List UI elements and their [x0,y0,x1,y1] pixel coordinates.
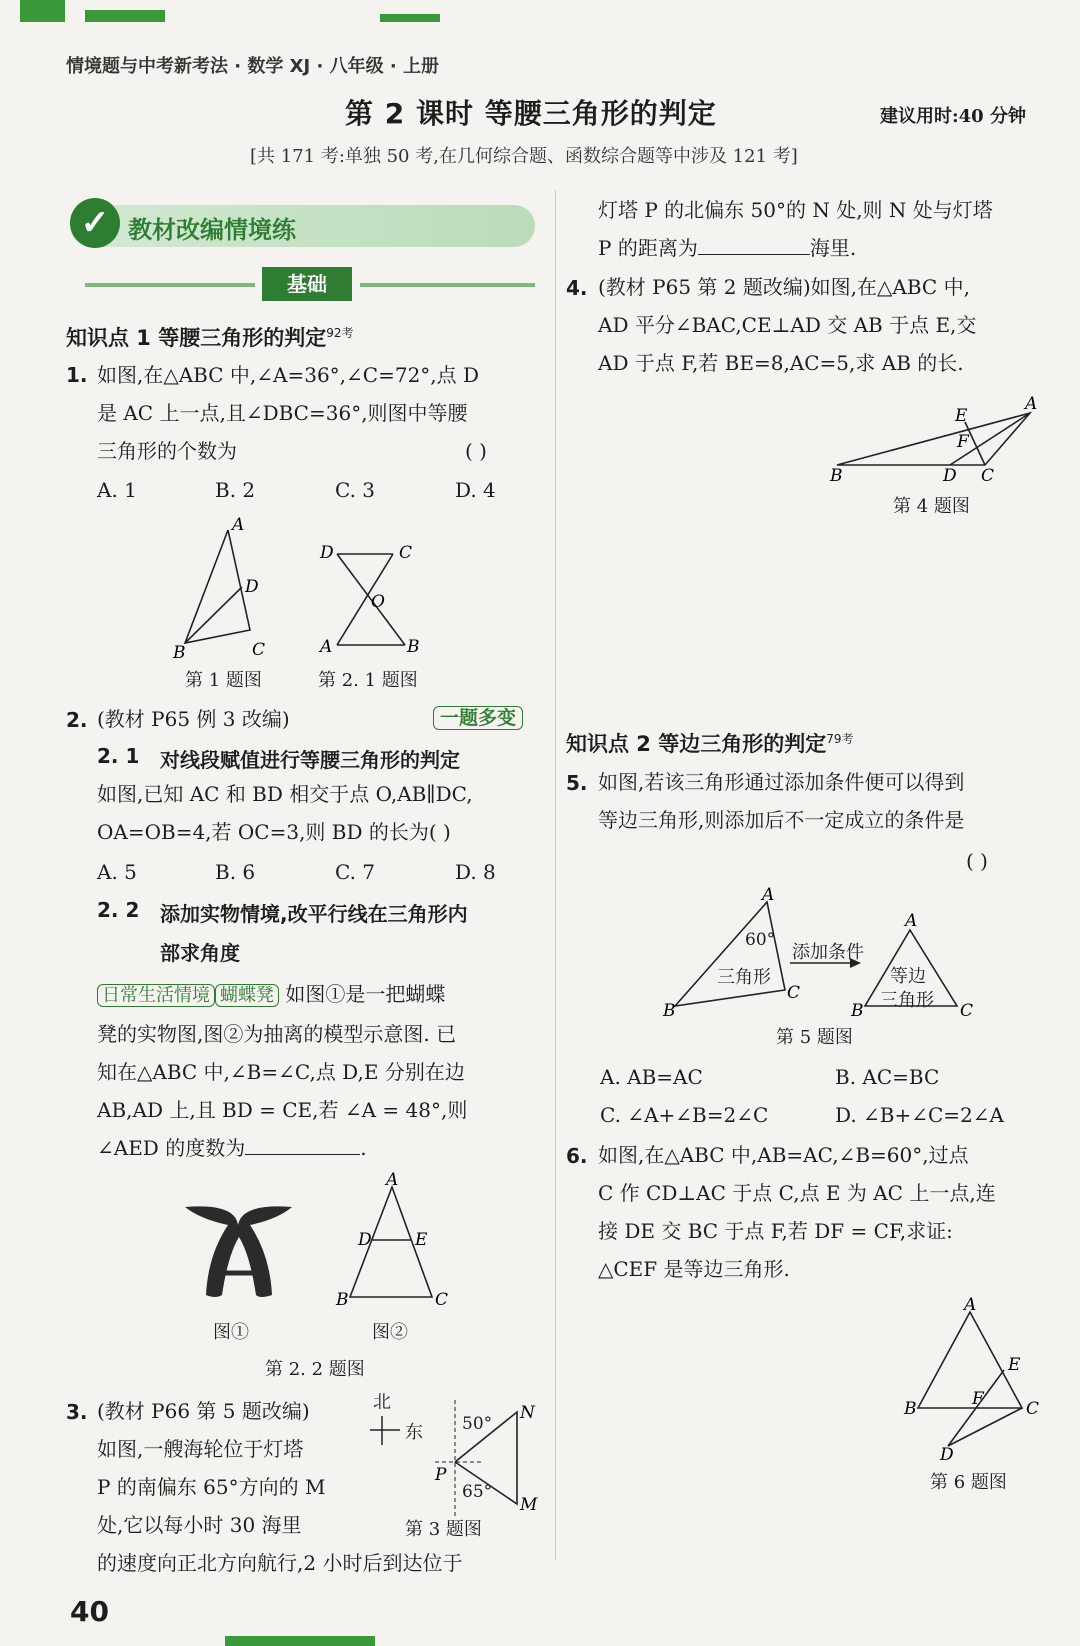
text-line: P 的南偏东 65°方向的 M [97,1475,326,1499]
text-line: ∠AED 的度数为 . [97,1136,367,1160]
text-line [97,432,547,470]
svg-text:E: E [415,1230,428,1250]
arrow-label: 添加条件 [792,942,864,963]
option-c: C. 3 [335,478,376,502]
question-number: 2. [66,708,88,732]
angle-label: 60° [745,930,776,950]
kp-label: 知识点 2 等边三角形的判定 [566,732,827,756]
text-line: 如图,若该三角形通过添加条件便可以得到 [598,770,965,794]
question-number: 4. [566,276,588,300]
option-d: D. 8 [455,860,496,884]
option-c: C. 7 [335,860,376,884]
option-b: B. 2 [215,478,256,502]
question-3-text: 的速度向正北方向航行,2 小时后到达位于 [97,1551,463,1575]
text-line: 如图,一艘海轮位于灯塔 [97,1437,304,1461]
svg-text:A: A [232,515,245,535]
figure-3-caption: 第 3 题图 [405,1519,482,1540]
option-c: C. ∠A+∠B=2∠C [600,1103,769,1127]
triangle-label: 三角形 [880,990,934,1011]
svg-text:A: A [386,1170,399,1190]
figure-1 [170,515,290,663]
svg-text:M: M [520,1495,538,1515]
figure-4-caption: 第 4 题图 [893,496,970,517]
question-3-source: (教材 P66 第 5 题改编) [97,1399,310,1423]
figure-6-caption: 第 6 题图 [930,1472,1007,1493]
svg-text:P: P [435,1465,447,1485]
svg-text:D: D [940,1445,954,1465]
text-line: 如图,在△ABC 中,AB=AC,∠B=60°,过点 [598,1143,969,1167]
context-tag: 蝴蝶凳 [215,984,279,1007]
svg-text:C: C [787,983,801,1003]
answer-paren: ( ) [465,439,487,463]
subquestion-2-2-text [97,975,547,1167]
angle-label: 65° [462,1482,493,1502]
figure-2-2 [332,1170,452,1310]
svg-text:C: C [252,640,266,660]
option-a: A. 5 [97,860,137,884]
answer-paren: ( ) [966,849,988,873]
question-4-text [598,268,1053,382]
kp-count: 79考 [826,732,854,746]
question-number: 6. [566,1144,588,1168]
text-line: 如图,已知 AC 和 BD 相交于点 O,AB∥DC, [97,782,473,806]
text-line: 是 AC 上一点,且∠DBC=36°,则图中等腰 [97,401,468,425]
svg-text:F: F [972,1389,984,1409]
svg-text:B: B [663,1001,676,1021]
text-line: △CEF 是等边三角形. [598,1257,790,1281]
svg-text:A: A [964,1295,977,1315]
top-stripe [380,14,440,22]
top-stripe [85,10,165,22]
text-line: 如图①是一把蝴蝶 [285,982,446,1006]
svg-text:D: D [320,543,334,563]
question-3-text [97,1430,367,1544]
svg-text:D: D [943,466,957,486]
svg-text:B: B [173,643,186,663]
text-line: (教材 P65 第 2 题改编)如图,在△ABC 中, [598,275,970,299]
svg-text:B: B [904,1399,917,1419]
knowledge-point-1 [66,322,354,352]
svg-text:B: B [336,1290,349,1310]
figure-5-caption: 第 5 题图 [776,1027,853,1048]
text-line: AB,AD 上,且 BD = CE,若 ∠A = 48°,则 [97,1098,468,1122]
svg-text:C: C [1026,1399,1040,1419]
subquestion-title: 对线段赋值进行等腰三角形的判定 [160,748,460,772]
question-5-text [598,763,1053,839]
text-line [97,975,547,1015]
context-tag: 日常生活情境 [97,984,215,1007]
tag-label: 一题多变 [433,706,523,730]
text-line: ∠AED 的度数为 [97,1136,246,1160]
figure-4 [825,395,1045,485]
svg-text:N: N [520,1403,535,1423]
text-line: 三角形的个数为 [97,439,237,463]
kp-label: 知识点 1 等腰三角形的判定 [66,326,327,350]
svg-text:C: C [981,466,995,486]
angle-label: 50° [462,1414,493,1434]
subquestion-title: 添加实物情境,改平行线在三角形内 [160,902,468,926]
text-line: 接 DE 交 BC 于点 F,若 DF = CF,求证: [598,1219,953,1243]
subquestion-number: 2. 2 [97,898,140,922]
svg-text:B: B [830,466,843,486]
bottom-stripe [225,1636,375,1646]
page-number: 40 [70,1595,109,1628]
checkmark-icon: ✓ [70,198,120,248]
east-label: 东 [405,1422,423,1443]
north-label: 北 [373,1392,391,1413]
subquestion-2-1-text [97,775,547,851]
svg-text:O: O [371,592,385,612]
basic-label: 基础 [262,267,352,301]
figure-2-2-caption: 第 2. 2 题图 [265,1359,365,1380]
subquestion-title: 部求角度 [160,941,240,965]
svg-text:E: E [955,406,968,426]
top-stripe [20,0,65,22]
text-line: 知在△ABC 中,∠B=∠C,点 D,E 分别在边 [97,1060,465,1084]
option-d: D. 4 [455,478,496,502]
text-line: AD 于点 F,若 BE=8,AC=5,求 AB 的长. [598,351,964,375]
text-line: AD 平分∠BAC,CE⊥AD 交 AB 于点 E,交 [598,313,977,337]
kp-count: 92考 [326,326,354,340]
book-series: 情境题与中考新考法 · 数学 XJ · 八年级 · 上册 [66,56,439,77]
triangle-label: 三角形 [717,967,771,988]
option-a: A. 1 [97,478,137,502]
svg-text:A: A [320,637,333,657]
svg-text:C: C [399,543,413,563]
text-line: 等边三角形,则添加后不一定成立的条件是 [598,808,965,832]
svg-text:A: A [905,911,918,931]
text-line: 灯塔 P 的北偏东 50°的 N 处,则 N 处与灯塔 [598,198,993,222]
text-line: 处,它以每小时 30 海里 [97,1513,302,1537]
figure-2-1-caption: 第 2. 1 题图 [318,670,418,691]
svg-text:B: B [851,1001,864,1021]
exam-stats: [共 171 考:单独 50 考,在几何综合题、函数综合题等中涉及 121 考] [250,146,798,167]
question-number: 3. [66,1400,88,1424]
suggested-time: 建议用时:40 分钟 [880,106,1026,127]
text-line: C 作 CD⊥AC 于点 C,点 E 为 AC 上一点,连 [598,1181,996,1205]
option-d: D. ∠B+∠C=2∠A [835,1103,1004,1127]
text-line: 如图,在△ABC 中,∠A=36°,∠C=72°,点 D [97,363,480,387]
option-b: B. 6 [215,860,256,884]
question-3-continued [598,191,1048,267]
text-line: P 的距离为 [598,236,698,260]
svg-text:D: D [358,1230,372,1250]
figure-3 [365,1400,550,1525]
question-2-tag [433,703,523,730]
question-6-text [598,1136,1053,1288]
triangle-label: 等边 [890,966,926,987]
figure-2-1 [315,540,430,660]
butterfly-stool-image [180,1195,300,1305]
option-b: B. AC=BC [835,1065,940,1089]
svg-text:B: B [407,637,420,657]
figure-label: 图② [372,1322,408,1343]
divider [360,283,535,287]
section-banner-title: 教材改编情境练 [128,216,296,244]
svg-text:F: F [957,432,969,452]
figure-label: 图① [213,1322,249,1343]
knowledge-point-2 [566,728,854,758]
text-line [598,229,1048,267]
column-divider [555,190,556,1560]
answer-blank [245,1154,360,1155]
subquestion-number: 2. 1 [97,744,140,768]
question-2-source: (教材 P65 例 3 改编) [97,707,290,731]
option-a: A. AB=AC [600,1065,703,1089]
text-line: 海里. [809,236,857,260]
question-number: 5. [566,771,588,795]
page-title: 第 2 课时 等腰三角形的判定 [345,97,717,130]
text-line: 凳的实物图,图②为抽离的模型示意图. 已 [97,1022,457,1046]
question-1-text [97,356,547,470]
svg-text:A: A [1025,394,1038,414]
svg-text:A: A [762,885,775,905]
figure-6 [900,1295,1050,1465]
svg-text:D: D [245,577,259,597]
divider [85,283,255,287]
svg-text:C: C [435,1290,449,1310]
svg-text:E: E [1008,1355,1021,1375]
answer-blank [698,254,810,255]
figure-1-caption: 第 1 题图 [185,670,262,691]
question-number: 1. [66,363,88,387]
svg-text:C: C [960,1001,974,1021]
text-line: OA=OB=4,若 OC=3,则 BD 的长为( ) [97,820,451,844]
